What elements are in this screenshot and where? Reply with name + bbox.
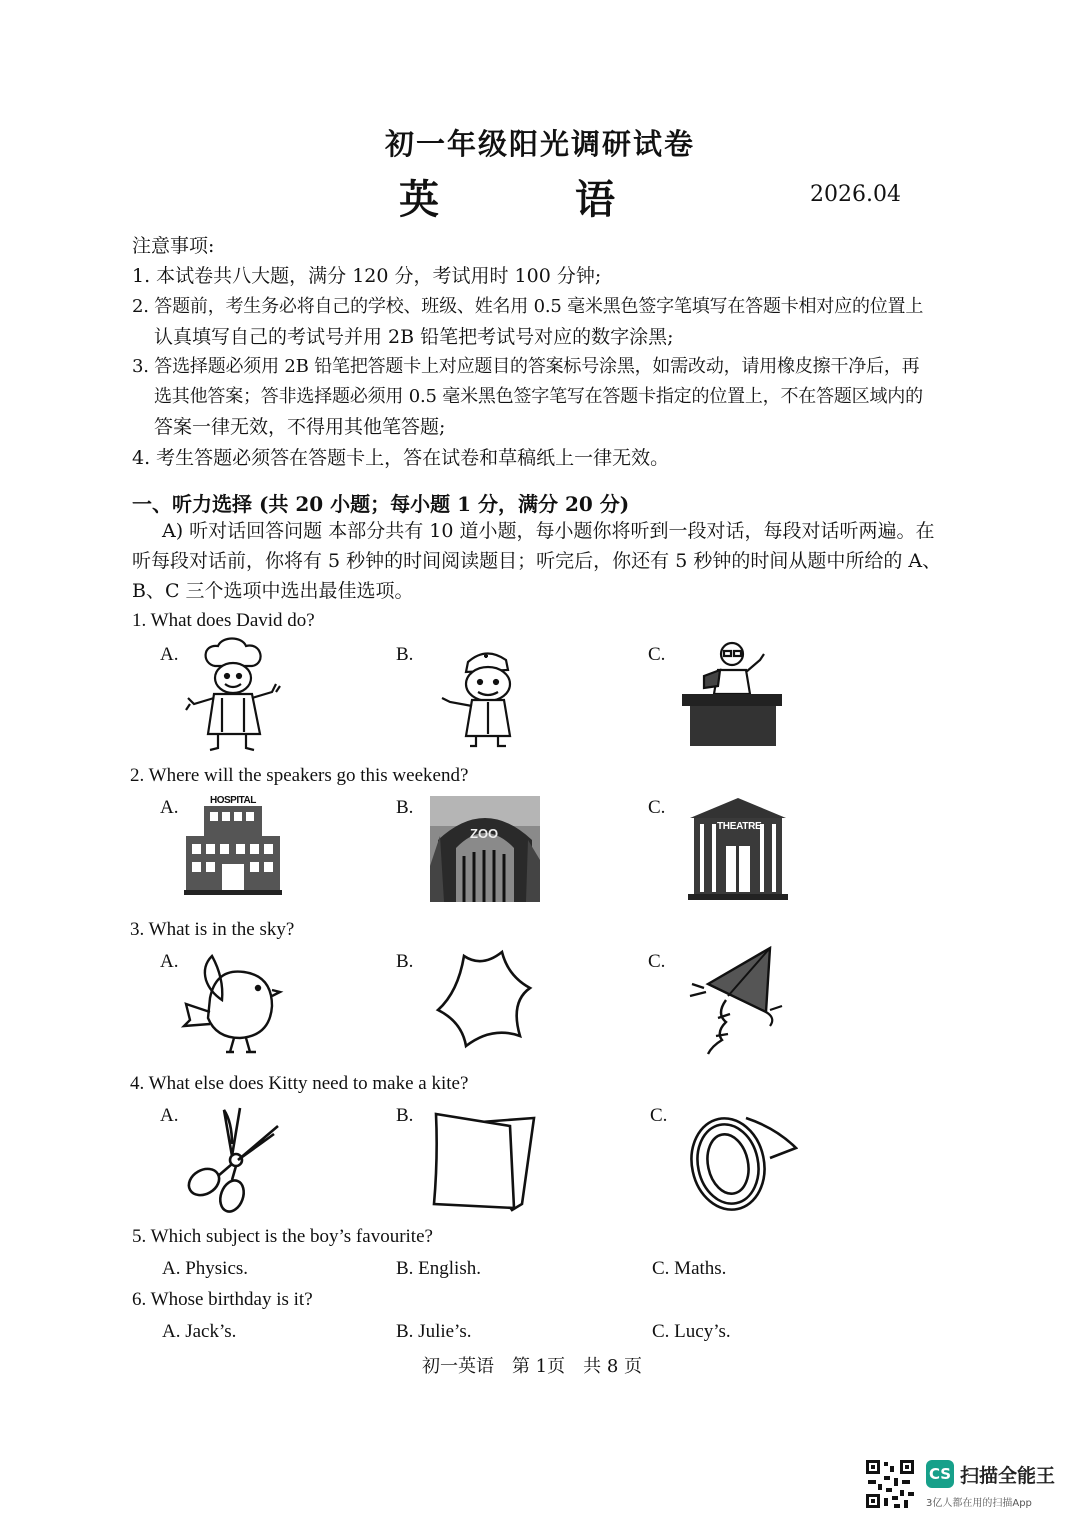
exam-date: 2026.04 (810, 182, 901, 207)
theatre-icon (684, 796, 792, 904)
notice-heading: 注意事项: (132, 235, 215, 257)
paper-icon (428, 1108, 542, 1214)
question-5: 5. Which subject is the boy’s favourite? (132, 1226, 433, 1247)
zoo-icon (430, 796, 540, 902)
q3-option-b[interactable]: B. (396, 951, 414, 972)
q5-option-b[interactable]: B. English. (396, 1258, 481, 1279)
bird-icon (180, 948, 284, 1056)
question-2: 2. Where will the speakers go this weekend? (130, 765, 469, 786)
question-1: 1. What does David do? (132, 610, 315, 631)
q4-option-c[interactable]: C. (650, 1105, 668, 1126)
subject-title: 英 语 (399, 176, 663, 223)
q1-option-c[interactable]: C. (648, 644, 666, 665)
question-3: 3. What is in the sky? (130, 919, 295, 940)
q6-option-a[interactable]: A. Jack’s. (162, 1321, 237, 1342)
question-4: 4. What else does Kitty need to make a kite? (130, 1073, 469, 1094)
section-intro-1: A) 听对话回答问题 本部分共有 10 道小题，每小题你将听到一段对话，每段对话听两遍。在 (162, 520, 935, 542)
notice-line-5: 选其他答案；答非选择题必须用 0.5 毫米黑色签字笔写在答题卡指定的位置上，不在答题区域内的 (154, 386, 923, 407)
tape-icon (686, 1104, 798, 1216)
notice-line-1: 1. 本试卷共八大题，满分 120 分，考试用时 100 分钟; (132, 265, 602, 287)
teacher-icon (676, 636, 788, 748)
q6-option-b[interactable]: B. Julie’s. (396, 1321, 472, 1342)
section-intro-2: 听每段对话前，你将有 5 秒钟的时间阅读题目；听完后，你还有 5 秒钟的时间从题中所给的 A、 (132, 550, 942, 572)
q6-option-c[interactable]: C. Lucy’s. (652, 1321, 731, 1342)
page-footer: 初一英语 第 1页 共 8 页 (421, 1356, 643, 1377)
scissors-icon (180, 1104, 284, 1216)
hospital-icon (182, 792, 284, 896)
zoo-sign: ZOO (470, 826, 499, 841)
brand-tagline: 3亿人都在用的扫描App (926, 1498, 1032, 1509)
notice-line-4: 3. 答选择题必须用 2B 铅笔把答题卡上对应题目的答案标号涂黑，如需改动，请用橡皮擦干净后，再 (132, 356, 920, 377)
q1-option-a[interactable]: A. (160, 644, 179, 665)
q1-option-b[interactable]: B. (396, 644, 414, 665)
notice-line-3: 认真填写自己的考试号并用 2B 铅笔把考试号对应的数字涂黑; (154, 326, 674, 348)
q3-option-a[interactable]: A. (160, 951, 179, 972)
q5-option-a[interactable]: A. Physics. (162, 1258, 249, 1279)
doctor-icon (436, 640, 536, 750)
brand-name: 扫描全能王 (960, 1465, 1056, 1487)
qr-code-icon (864, 1458, 916, 1510)
notice-line-2: 2. 答题前，考生务必将自己的学校、班级、姓名用 0.5 毫米黑色签字笔填写在答题卡相对应的位置上 (132, 296, 924, 317)
q4-option-b[interactable]: B. (396, 1105, 414, 1126)
q3-option-c[interactable]: C. (648, 951, 666, 972)
q2-option-c[interactable]: C. (648, 797, 666, 818)
q2-option-b[interactable]: B. (396, 797, 414, 818)
notice-line-7: 4. 考生答题必须答在答题卡上，答在试卷和草稿纸上一律无效。 (132, 447, 670, 469)
theatre-sign: THEATRE (717, 821, 762, 832)
notice-line-6: 答案一律无效，不得用其他笔答题; (154, 416, 446, 438)
hospital-sign: HOSPITAL (210, 795, 256, 806)
star-icon (430, 946, 540, 1054)
q4-option-a[interactable]: A. (160, 1105, 179, 1126)
chef-icon (180, 636, 290, 752)
q2-option-a[interactable]: A. (160, 797, 179, 818)
q5-option-c[interactable]: C. Maths. (652, 1258, 727, 1279)
exam-title: 初一年级阳光调研试卷 (384, 127, 695, 161)
question-6: 6. Whose birthday is it? (132, 1289, 313, 1310)
brand-badge: CS (926, 1460, 954, 1488)
section-intro-3: B、C 三个选项中选出最佳选项。 (132, 580, 414, 602)
section-heading: 一、听力选择 (共 20 小题；每小题 1 分，满分 20 分) (132, 492, 630, 516)
kite-icon (686, 944, 790, 1056)
